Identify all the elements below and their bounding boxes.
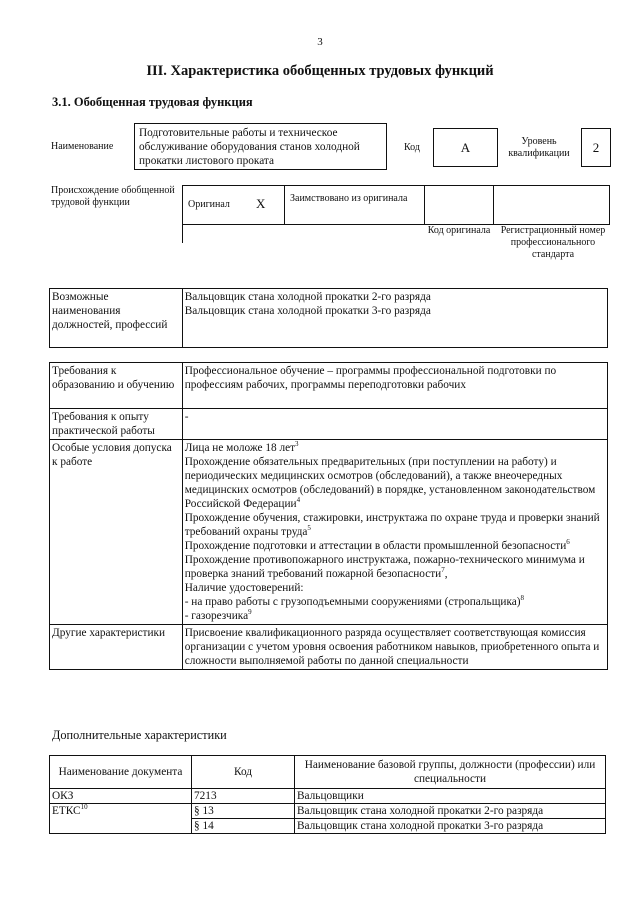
borrowed-label: Заимствовано из оригинала — [290, 193, 408, 204]
code-orig-caption: Код оригинала — [427, 225, 491, 236]
requirements-table — [49, 362, 608, 670]
special-row — [50, 440, 608, 625]
col-doc-header: Наименование документа — [50, 756, 192, 789]
code-cell: § 13 — [192, 804, 295, 819]
other-row — [50, 625, 608, 670]
code-value-box — [433, 128, 498, 167]
doc-cell: ЕТКС$^{10}$ — [50, 804, 192, 834]
subsection-title: 3.1. Обобщенная трудовая функция — [52, 95, 253, 109]
origin-label: Происхождение обобщенной трудовой функции — [51, 185, 175, 208]
special-item: Прохождение противопожарного инструктажа, пожарно-технического минимума и проверка знаний требований пожарной безопасности$^7$, — [184, 554, 585, 580]
additional-table — [49, 755, 606, 834]
additional-title: Дополнительные характеристики — [52, 728, 227, 742]
original-label: Оригинал — [188, 199, 230, 210]
col-code-header: Код — [192, 756, 295, 789]
positions-values — [182, 289, 607, 348]
positions-label: Возможные наименования должностей, профессий — [50, 289, 183, 348]
additional-header-row — [50, 756, 606, 789]
experience-row — [50, 409, 608, 440]
name-value: Подготовительные работы и техническое обслуживание оборудования станов холодной прокатки листового проката — [139, 127, 360, 167]
other-label: Другие характеристики — [50, 625, 183, 670]
level-value-box — [581, 128, 611, 167]
position-item: Вальцовщик стана холодной прокатки 2-го разряда — [184, 291, 431, 303]
positions-row — [50, 289, 608, 348]
special-item: Лица не моложе 18 лет$^3$ — [184, 440, 299, 454]
level-label: Уровень квалификации — [508, 136, 570, 159]
code-value: А — [460, 139, 471, 155]
code-cell: § 14 — [192, 819, 295, 834]
positions-table — [49, 288, 608, 348]
special-item: Прохождение обучения, стажировки, инструктажа по охране труда и проверки знаний требований охраны труда$^5$ — [184, 512, 600, 538]
table-row — [50, 789, 606, 804]
table-row — [50, 804, 606, 819]
level-value: 2 — [592, 139, 600, 155]
education-label: Требования к образованию и обучению — [50, 363, 183, 409]
special-label: Особые условия допуска к работе — [50, 440, 183, 625]
name-label: Наименование — [51, 141, 114, 152]
section-title: III. Характеристика обобщенных трудовых функций — [146, 63, 494, 79]
name-value-box — [134, 123, 387, 170]
name-cell: Вальцовщик стана холодной прокатки 3-го разряда — [295, 819, 606, 834]
special-item: - газорезчика$^9$ — [184, 608, 252, 622]
other-value: Присвоение квалификационного разряда осуществляет соответствующая комиссия организации с учетом уровня освоения работником навыков, приобретенного опыта и сложности выполняемой работы по данной специальности — [182, 625, 607, 670]
col-name-header: Наименование базовой группы, должности (профессии) или специальности — [295, 756, 606, 789]
special-values — [182, 440, 607, 625]
name-cell: Вальцовщик стана холодной прокатки 2-го разряда — [295, 804, 606, 819]
special-item: Прохождение подготовки и аттестации в области промышленной безопасности$^6$ — [184, 538, 570, 552]
experience-label: Требования к опыту практической работы — [50, 409, 183, 440]
name-cell: Вальцовщики — [295, 789, 606, 804]
origin-grid — [182, 185, 610, 225]
education-value: Профессиональное обучение – программы профессиональной подготовки по профессиям рабочих, программы переподготовки рабочих — [182, 363, 607, 409]
code-label: Код — [404, 142, 420, 153]
reg-caption: Регистрационный номер профессионального стандарта — [500, 225, 606, 260]
education-row — [50, 363, 608, 409]
special-item: Наличие удостоверений: — [184, 582, 304, 594]
position-item: Вальцовщик стана холодной прокатки 3-го разряда — [184, 305, 431, 317]
experience-value: - — [182, 409, 607, 440]
doc-cell: ОКЗ — [50, 789, 192, 804]
code-cell: 7213 — [192, 789, 295, 804]
special-item: Прохождение обязательных предварительных (при поступлении на работу) и периодических медицинских осмотров (обследований), а также внеочередных медицинских осмотров (обследований) в порядке, установленном законодательством Российской Федерации$^4$ — [184, 456, 596, 510]
original-mark: X — [256, 196, 266, 211]
special-item: - на право работы с грузоподъемными сооружениями (стропальщика)$^8$ — [184, 594, 525, 608]
page-number: 3 — [317, 36, 323, 48]
